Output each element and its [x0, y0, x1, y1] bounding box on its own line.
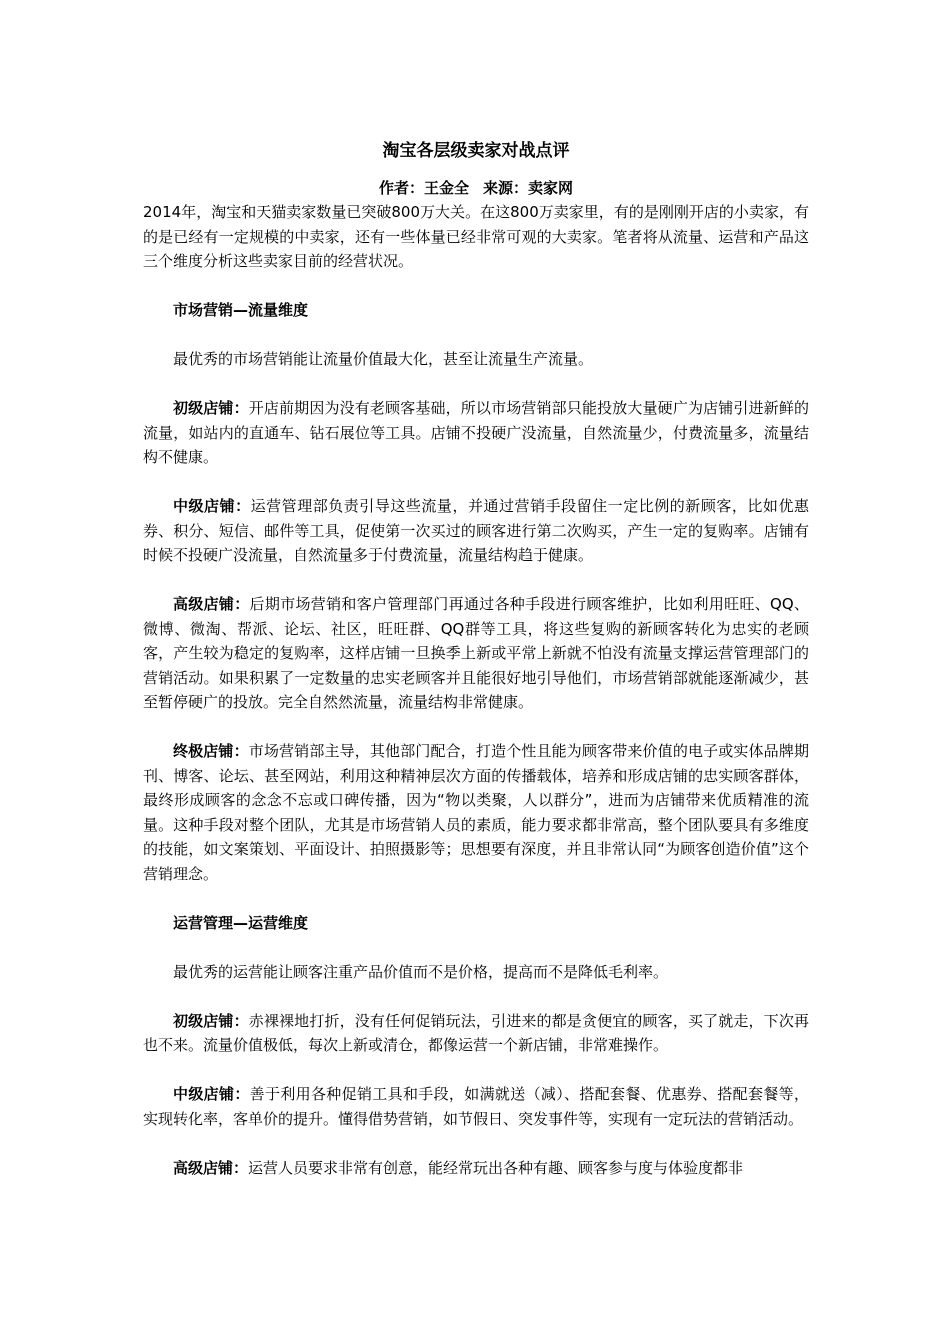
section2-heading: 运营管理—运营维度 — [173, 913, 309, 932]
author-label: 作者：王金全 — [378, 179, 469, 197]
item-label: 初级店铺： — [173, 399, 249, 417]
item-label: 高级店铺： — [173, 595, 250, 613]
item-label: 中级店铺： — [173, 497, 251, 515]
intro-paragraph: 2014年，淘宝和天猫卖家数量已突破800万大关。在这800万卖家里，有的是刚刚开店的小卖家，有的是已经有一定规模的中卖家，还有一些体量已经非常可观的大卖家。笔者将从流量、运营和产品这三个维度分析这些卖家目前的经营状况。 — [143, 203, 809, 270]
section2-item-primary — [143, 1009, 809, 1058]
item-text: 市场营销部主导，其他部门配合，打造个性且能为顾客带来价值的电子或实体品牌期刊、博客、论坛、甚至网站，利用这种精神层次方面的传播载体，培养和形成店铺的忠实顾客群体，最终形成顾客的念念不忘或口碑传播，因为“物以类聚，人以群分”，进而为店铺带来优质精准的流量。这种手段对整个团队，尤其是市场营销人员的素质，能力要求都非常高，整个团队要具有多维度的技能，如文案策划、平面设计、拍照摄影等；思想要有深度，并且非常认同“为顾客创造价值”这个营销理念。 — [143, 742, 809, 883]
section1-item-ultimate — [143, 739, 809, 886]
section1-item-intermediate — [143, 494, 809, 568]
item-text: 运营人员要求非常有创意，能经常玩出各种有趣、顾客参与度与体验度都非 — [248, 1158, 744, 1177]
source-label: 来源：卖家网 — [483, 179, 574, 197]
item-text: 运营管理部负责引导这些流量，并通过营销手段留住一定比例的新顾客，比如优惠券、积分、短信、邮件等工具，促使第一次买过的顾客进行第二次购买，产生一定的复购率。店铺有时候不投硬广没流量，自然流量多于付费流量，流量结构趋于健康。 — [143, 497, 809, 564]
section2-item-advanced — [143, 1156, 809, 1181]
item-text: 赤裸裸地打折，没有任何促销玩法，引进来的都是贪便宜的顾客，买了就走，下次再也不来。流量价值极低，每次上新或清仓，都像运营一个新店铺，非常难操作。 — [143, 1011, 809, 1054]
document-page — [143, 138, 809, 1205]
document-title: 淘宝各层级卖家对战点评 — [382, 141, 570, 161]
section1-item-primary — [143, 396, 809, 470]
item-text: 开店前期因为没有老顾客基础，所以市场营销部只能投放大量硬广为店铺引进新鲜的流量，如站内的直通车、钻石展位等工具。店铺不投硬广没流量，自然流量少，付费流量多，流量结构不健康。 — [143, 399, 809, 466]
section2-item-intermediate — [143, 1082, 809, 1131]
section2-summary: 最优秀的运营能让顾客注重产品价值而不是价格，提高而不是降低毛利率。 — [173, 962, 669, 981]
item-label: 中级店铺： — [173, 1085, 250, 1103]
item-text: 善于利用各种促销工具和手段，如满就送（减）、搭配套餐、优惠券、搭配套餐等，实现转化率，客单价的提升。懂得借势营销，如节假日、突发事件等，实现有一定玩法的营销活动。 — [143, 1085, 809, 1128]
section1-heading: 市场营销—流量维度 — [173, 301, 309, 319]
item-label: 终极店铺： — [173, 742, 249, 760]
section1-summary: 最优秀的市场营销能让流量价值最大化，甚至让流量生产流量。 — [173, 350, 594, 368]
document-byline — [143, 176, 809, 200]
item-text: 后期市场营销和客户管理部门再通过各种手段进行顾客维护，比如利用旺旺、QQ、微博、微淘、帮派、论坛、社区，旺旺群、QQ群等工具，将这些复购的新顾客转化为忠实的老顾客，产生较为稳定的复购率，这样店铺一旦换季上新或平常上新就不怕没有流量支撑运营管理部门的营销活动。如果积累了一定数量的忠实老顾客并且能很好地引导他们，市场营销部就能逐渐减少，甚至暂停硬广的投放。完全自然然流量，流量结构非常健康。 — [143, 595, 809, 711]
item-label: 高级店铺： — [173, 1158, 249, 1177]
section1-item-advanced — [143, 592, 809, 715]
item-label: 初级店铺： — [173, 1011, 249, 1030]
